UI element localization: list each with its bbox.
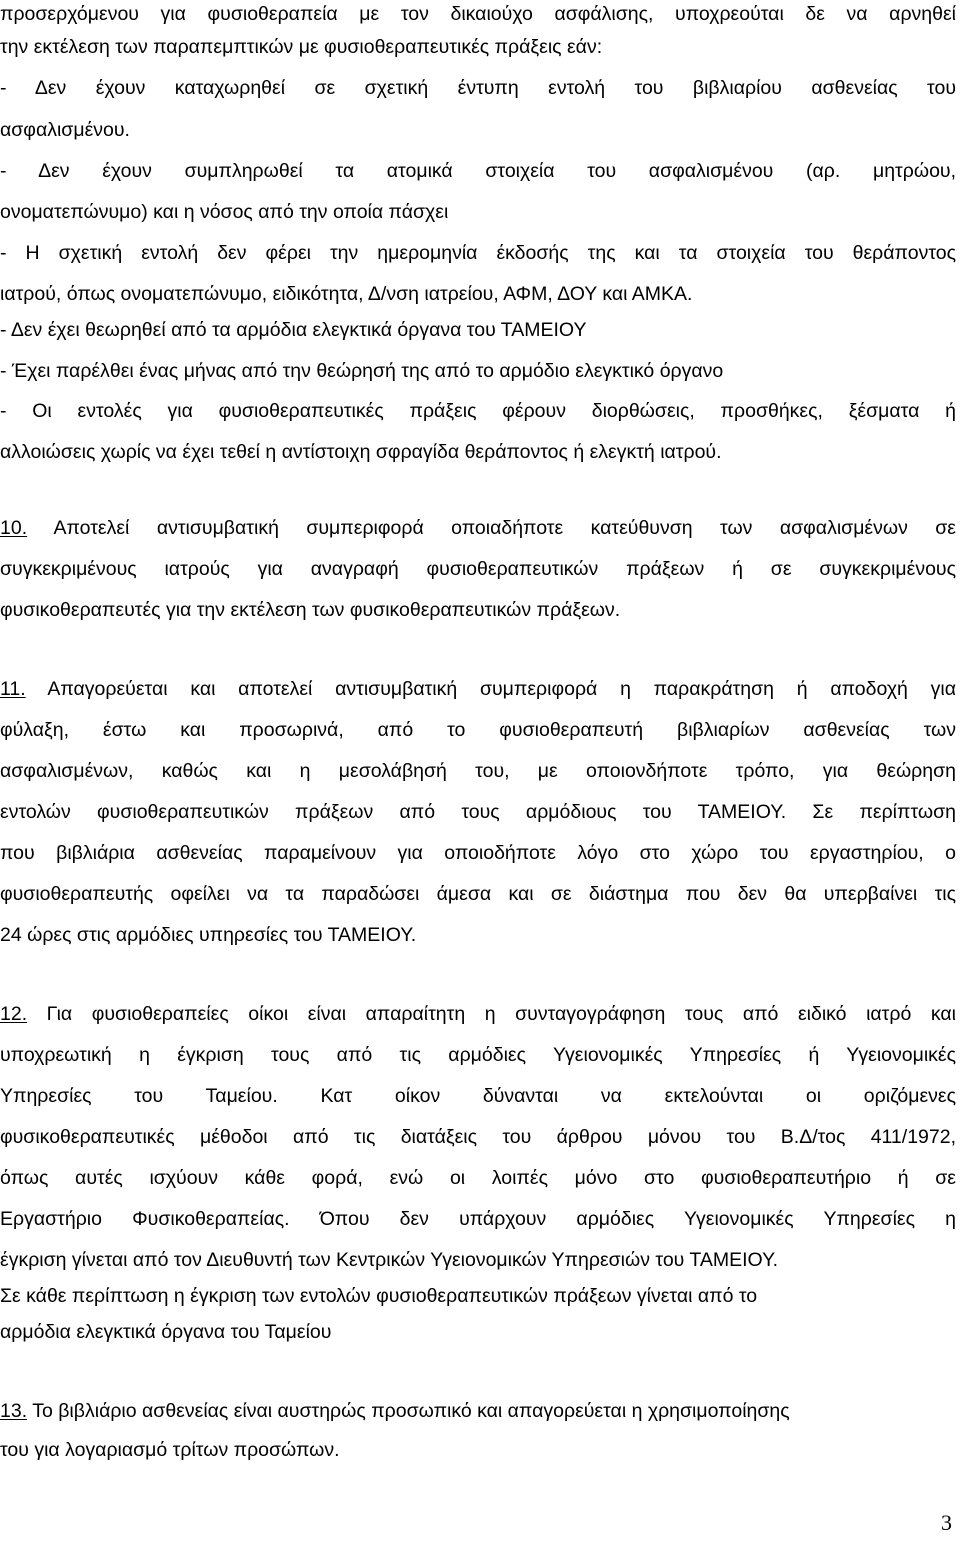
text-line: φυσιοθεραπευτής οφείλει να τα παραδώσει άμεσα και σε διάστημα που δεν θα υπερβαίνει τις bbox=[0, 883, 956, 905]
text-line: έγκριση γίνεται από τον Διευθυντή των Κεντρικών Υγειονομικών Υπηρεσιών του ΤΑΜΕΙΟΥ. bbox=[0, 1249, 779, 1271]
item-text: Απαγορεύεται και αποτελεί αντισυμβατική συμπεριφορά η παρακράτηση ή αποδοχή για bbox=[47, 678, 956, 700]
numbered-item-12-first-line bbox=[0, 1002, 956, 1026]
numbered-item-11-first-line bbox=[0, 677, 956, 701]
text-line: ιατρού, όπως ονοματεπώνυμο, ειδικότητα, Δ/νση ιατρείου, ΑΦΜ, ΔΟΥ και ΑΜΚΑ. bbox=[0, 283, 693, 305]
text-line: - Δεν έχουν συμπληρωθεί τα ατομικά στοιχεία του ασφαλισμένου (αρ. μητρώου, bbox=[0, 160, 956, 182]
numbered-item-13-first-line bbox=[0, 1399, 956, 1423]
text-line: ονοματεπώνυμο) και η νόσος από την οποία πάσχει bbox=[0, 201, 449, 223]
text-line: αλλοιώσεις χωρίς να έχει τεθεί η αντίστοιχη σφραγίδα θεράποντος ή ελεγκτή ιατρού. bbox=[0, 441, 722, 463]
text-line: όπως αυτές ισχύουν κάθε φορά, ενώ οι λοιπές μόνο στο φυσιοθεραπευτήριο ή σε bbox=[0, 1167, 956, 1189]
text-line: Υπηρεσίες του Ταμείου. Κατ οίκον δύνανται να εκτελούνται οι οριζόμενες bbox=[0, 1085, 956, 1107]
text-line: Εργαστήριο Φυσικοθεραπείας. Όπου δεν υπάρχουν αρμόδιες Υγειονομικές Υπηρεσίες η bbox=[0, 1208, 956, 1230]
text-line: φυσικοθεραπευτικές μέθοδοι από τις διατάξεις του άρθρου μόνου του Β.Δ/τος 411/1972, bbox=[0, 1126, 956, 1148]
item-number: 10. bbox=[0, 517, 28, 539]
text-line: ασφαλισμένων, καθώς και η μεσολάβησή του, με οποιονδήποτε τρόπο, για θεώρηση bbox=[0, 760, 956, 782]
text-line: 24 ώρες στις αρμόδιες υπηρεσίες του ΤΑΜΕΙΟΥ. bbox=[0, 924, 417, 946]
text-line: του για λογαριασμό τρίτων προσώπων. bbox=[0, 1439, 340, 1461]
page-number: 3 bbox=[941, 1510, 952, 1535]
text-line: Σε κάθε περίπτωση η έγκριση των εντολών φυσιοθεραπευτικών πράξεων γίνεται από το bbox=[0, 1285, 758, 1307]
text-line: - Δεν έχουν καταχωρηθεί σε σχετική έντυπη εντολή του βιβλιαρίου ασθενείας του bbox=[0, 77, 956, 99]
text-line: - Έχει παρέλθει ένας μήνας από την θεώρησή της από το αρμόδιο ελεγκτικό όργανο bbox=[0, 360, 724, 382]
item-number: 13. bbox=[0, 1400, 28, 1422]
item-number: 11. bbox=[0, 678, 26, 700]
text-line: εντολών φυσιοθεραπευτικών πράξεων από τους αρμόδιους του ΤΑΜΕΙΟΥ. Σε περίπτωση bbox=[0, 801, 956, 823]
text-line: - Η σχετική εντολή δεν φέρει την ημερομηνία έκδοσής της και τα στοιχεία του θεράποντος bbox=[0, 242, 956, 264]
text-line: ασφαλισμένου. bbox=[0, 119, 130, 141]
text-line: υποχρεωτική η έγκριση τους από τις αρμόδιες Υγειονομικές Υπηρεσίες ή Υγειονομικές bbox=[0, 1044, 956, 1066]
item-text: Για φυσιοθεραπείες οίκοι είναι απαραίτητη η συνταγογράφηση τους από ειδικό ιατρό και bbox=[46, 1003, 956, 1025]
text-line: που βιβλιάρια ασθενείας παραμείνουν για οποιοδήποτε λόγο στο χώρο του εργαστηρίου, ο bbox=[0, 842, 956, 864]
numbered-item-10-first-line bbox=[0, 516, 956, 540]
text-line: - Οι εντολές για φυσιοθεραπευτικές πράξεις φέρουν διορθώσεις, προσθήκες, ξέσματα ή bbox=[0, 400, 956, 422]
item-number: 12. bbox=[0, 1003, 28, 1025]
text-line: προσερχόμενου για φυσιοθεραπεία με τον δικαιούχο ασφάλισης, υποχρεούται δε να αρνηθεί bbox=[0, 3, 956, 25]
text-line: φυσικοθεραπευτές για την εκτέλεση των φυσικοθεραπευτικών πράξεων. bbox=[0, 599, 621, 621]
text-line: φύλαξη, έστω και προσωρινά, από το φυσιοθεραπευτή βιβλιαρίων ασθενείας των bbox=[0, 719, 956, 741]
text-line: συγκεκριμένους ιατρούς για αναγραφή φυσιοθεραπευτικών πράξεων ή σε συγκεκριμένους bbox=[0, 558, 956, 580]
text-line: αρμόδια ελεγκτικά όργανα του Ταμείου bbox=[0, 1321, 332, 1343]
item-text: Αποτελεί αντισυμβατική συμπεριφορά οποιαδήποτε κατεύθυνση των ασφαλισμένων σε bbox=[53, 517, 956, 539]
item-text: Το βιβλιάριο ασθενείας είναι αυστηρώς προσωπικό και απαγορεύεται η χρησιμοποίησης bbox=[32, 1400, 790, 1422]
text-line: την εκτέλεση των παραπεμπτικών με φυσιοθεραπευτικές πράξεις εάν: bbox=[0, 36, 603, 58]
text-line: - Δεν έχει θεωρηθεί από τα αρμόδια ελεγκτικά όργανα του ΤΑΜΕΙΟΥ bbox=[0, 319, 587, 341]
